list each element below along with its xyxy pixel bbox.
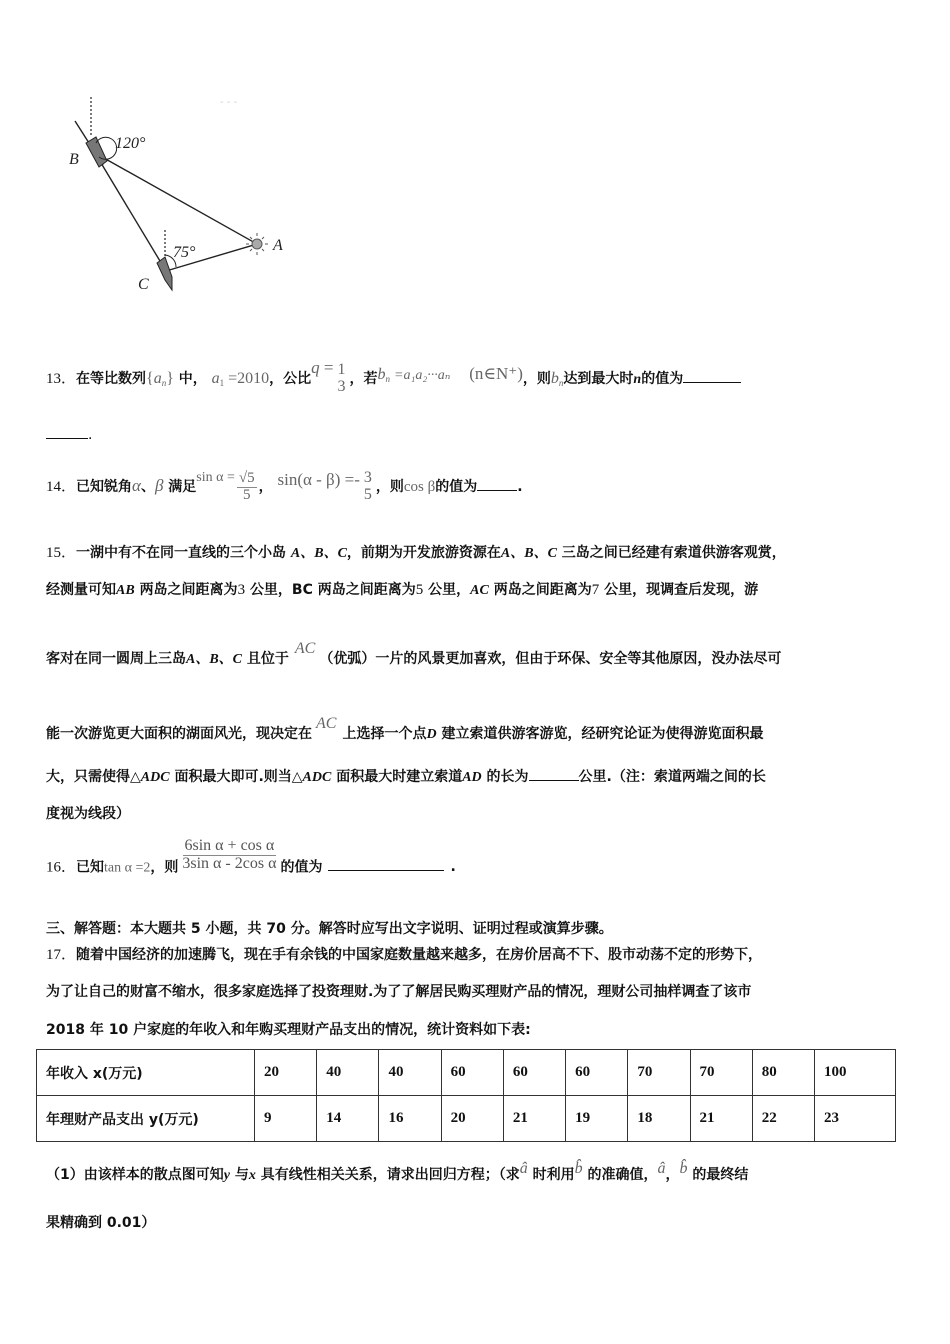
table-cell: 60 — [503, 1050, 565, 1096]
q17-line-1: 17．随着中国经济的加速腾飞，现在手有余钱的中国家庭数量越来越多，在房价居高不下、股市动荡不定的形势下， — [46, 947, 763, 963]
q13-continuation: . — [46, 424, 92, 443]
table-cell: 21 — [503, 1096, 565, 1142]
table-row-income — [37, 1050, 896, 1096]
section-3-title: 三、解答题：本大题共 5 小题，共 70 分。解答时应写出文字说明、证明过程或演算步骤。 — [46, 921, 613, 937]
table-cell: 18 — [628, 1096, 690, 1142]
q15-line-1: 15．一湖中有不在同一直线的三个小岛 A、B、C，前期为开发旅游资源在A、B、C 三岛之间已经建有索道供游客观赏， — [46, 545, 786, 561]
q15-line-6: 度视为线段） — [46, 806, 130, 822]
q17-line-3: 2018 年 10 户家庭的年收入和年购买理财产品支出的情况，统计资料如下表: — [46, 1022, 531, 1038]
answer-blank-13a[interactable] — [683, 368, 741, 383]
label-b: B — [69, 151, 79, 168]
table-cell: 22 — [752, 1096, 814, 1142]
answer-blank-16[interactable] — [328, 856, 444, 871]
arc-ac: AC — [294, 640, 316, 657]
point-a-icon — [252, 239, 262, 249]
boat-c-icon — [157, 257, 172, 290]
angle-b-label: 120° — [115, 135, 146, 152]
row-header: 年理财产品支出 y(万元) — [37, 1096, 255, 1142]
arc-ac: AC — [316, 715, 337, 732]
q17-part-1-line-2: 果精确到 0.01） — [46, 1215, 156, 1231]
q15-line-3: 客对在同一圆周上三岛A、B、C 且位于AC（优弧）一片的风景更加喜欢，但由于环保、安全等其他原因，没办法尽可 — [46, 640, 782, 667]
table-cell: 9 — [255, 1096, 317, 1142]
table-cell: 21 — [690, 1096, 752, 1142]
q15-line-5: 大，只需使得△ADC 面积最大即可.则当△ADC 面积最大时建立索道AD 的长为 公里.（注：索道两端之间的长 — [46, 766, 766, 786]
table-cell: 70 — [628, 1050, 690, 1096]
table-cell: 80 — [752, 1050, 814, 1096]
row-header: 年收入 x(万元) — [37, 1050, 255, 1096]
table-row-expense — [37, 1096, 896, 1142]
table-cell: 70 — [690, 1050, 752, 1096]
table-cell: 20 — [441, 1096, 503, 1142]
q17-part-1: （1）由该样本的散点图可知y 与x 具有线性相关关系，请求出回归方程；（求â 时利用b̂ 的准确值，â，b̂ 的最终结 — [46, 1160, 749, 1183]
triangle-diagram — [55, 85, 295, 300]
q17-line-2: 为了让自己的财富不缩水，很多家庭选择了投资理财.为了了解居民购买理财产品的情况，理财公司抽样调查了该市 — [46, 984, 752, 1000]
faded-mark: - - - — [220, 97, 238, 108]
table-cell: 60 — [441, 1050, 503, 1096]
answer-blank-15[interactable] — [529, 766, 579, 781]
q15-line-2: 经测量可知AB 两岛之间距离为3 公里，BC 两岛之间距离为5 公里，AC 两岛之间距离为7 公里，现调查后发现，游 — [46, 582, 759, 598]
angle-c-label: 75° — [173, 244, 196, 261]
table-cell: 60 — [566, 1050, 628, 1096]
table-cell: 20 — [255, 1050, 317, 1096]
table-cell: 100 — [814, 1050, 895, 1096]
question-16: 16．已知tan α =2，则 $\frac{\text{6sin α + cos α}}{\text{3sin α - 2cos α}}$ 的值为 . — [46, 837, 456, 876]
answer-blank-13b[interactable] — [46, 424, 88, 439]
table-cell: 23 — [814, 1096, 895, 1142]
table-cell: 14 — [317, 1096, 379, 1142]
label-c: C — [138, 276, 149, 293]
table-cell: 19 — [566, 1096, 628, 1142]
q15-line-4: 能一次游览更大面积的湖面风光，现决定在AC上选择一个点D 建立索道供游客游览，经研究论证为使得游览面积最 — [46, 715, 764, 742]
income-expense-table — [36, 1049, 896, 1142]
answer-blank-14[interactable] — [477, 476, 517, 491]
table-cell: 16 — [379, 1096, 441, 1142]
question-14: 14．已知锐角α、β 满足sin α = $\frac{√5}{5}$ ， sin(α - β) =- 3 5 ，则cos β的值为 . — [46, 469, 523, 503]
table-cell: 40 — [379, 1050, 441, 1096]
label-a: A — [273, 237, 283, 254]
question-13: 13．在等比数列$\{a_n\}$ 中， $a_1 =2010$，公比q = 1 3 ，若$b_n =a_1a_2\cdot\cdot\cdot a_n$ (n∈N⁺)，则$b_n$达到最大时n的值为 — [46, 358, 741, 396]
table-cell: 40 — [317, 1050, 379, 1096]
